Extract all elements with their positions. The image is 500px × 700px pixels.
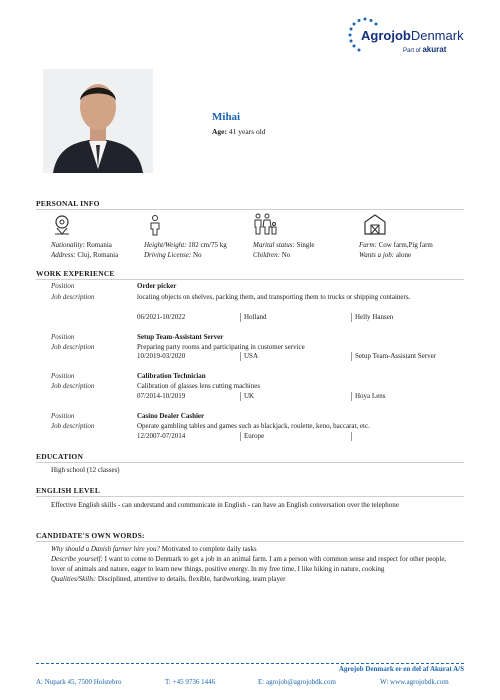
driving-license: Driving License: No [144, 251, 202, 259]
position-label: Position [51, 333, 75, 341]
job-dates: 06/2021-10/2022 [137, 313, 186, 321]
divider [36, 462, 464, 463]
education-text: High school (12 classes) [51, 466, 120, 474]
height-weight: Height/Weight: 182 cm/75 kg [144, 241, 227, 249]
job-description-label: Job description [51, 293, 95, 301]
divider [36, 279, 464, 280]
logo-wordmark: AgrojobDenmark [361, 28, 464, 43]
own-words-q1: Why should a Danish farmer hire you? Motivated to complete daily tasks [51, 545, 257, 553]
personal-info-heading: PERSONAL INFO [36, 199, 100, 208]
divider [36, 209, 464, 210]
person-icon [146, 214, 164, 236]
address: Address: Cluj, Romania [51, 251, 119, 259]
job-description-label: Job description [51, 382, 95, 390]
barn-icon [363, 213, 387, 235]
agrojob-logo [345, 15, 465, 55]
couple-child-icon [253, 213, 277, 235]
footer-divider [36, 663, 464, 664]
candidate-photo [43, 69, 153, 173]
candidate-age: Age: 41 years old [212, 127, 266, 136]
job-country: USA [244, 352, 259, 360]
job-description: Operate gambling tables and games such as blackjack, roulette, keno, baccarat, etc. [137, 422, 370, 430]
divider [240, 432, 241, 441]
job-country: UK [244, 392, 255, 400]
footer-website[interactable]: W: www.agrojobdk.com [380, 678, 449, 686]
job-title: Calibration Technician [137, 372, 206, 380]
job-company: Helly Hansen [355, 313, 394, 321]
marital-status: Marital status: Single [253, 241, 315, 249]
children: Children: No [253, 251, 291, 259]
candidate-name: Mihai [212, 111, 241, 123]
footer-address: A: Nupark 45, 7500 Holstebro [36, 678, 122, 686]
globe-pin-icon [53, 214, 71, 236]
footer-phone: T: +45 9736 1446 [165, 678, 216, 686]
divider [351, 392, 352, 401]
divider [36, 496, 464, 497]
job-description-label: Job description [51, 422, 95, 430]
divider [240, 352, 241, 361]
job-description: Calibration of glasses lens cutting machines [137, 382, 261, 390]
job-title: Casino Dealer Cashier [137, 412, 205, 420]
job-dates: 10/2019-03/2020 [137, 352, 186, 360]
own-words-q2: Describe yourself: I want to come to Denmark to get a job in an animal farm. I am a person with common sense and respect for other people, lover of animals and nature, eager to learn new things, positive energy. In my free time, I like hiking in nature, cooking [51, 555, 447, 573]
job-company: Setup Team-Assistant Server [355, 352, 437, 360]
farm: Farm: Cow farm,Pig farm [359, 241, 433, 249]
own-words-heading: CANDIDATE'S OWN WORDS: [36, 531, 145, 540]
english-level-heading: ENGLISH LEVEL [36, 486, 101, 495]
own-words-q3: Qualities/Skills: Disciplined, attentive to details, flexible, hardworking, team player [51, 575, 286, 583]
job-dates: 07/2014-10/2019 [137, 392, 186, 400]
position-label: Position [51, 412, 75, 420]
job-company: Hoya Lens [355, 392, 386, 400]
english-level-text: Effective English skills - can understand and communicate in English - can have an English conversation over the telephone [51, 501, 399, 509]
divider [351, 313, 352, 322]
divider [240, 313, 241, 322]
position-label: Position [51, 282, 75, 290]
footer-email[interactable]: E: agrojob@agrojobdk.com [258, 678, 336, 686]
divider [240, 392, 241, 401]
job-description-label: Job description [51, 343, 95, 351]
job-dates: 12/2007-07/2014 [137, 432, 186, 440]
wants-job: Wants a job: alone [359, 251, 412, 259]
job-description: Preparing party rooms and participating in customer service [137, 343, 305, 351]
job-title: Order picker [137, 282, 177, 290]
own-words-text [51, 544, 461, 584]
job-title: Setup Team-Assistant Server [137, 333, 224, 341]
divider [351, 432, 352, 441]
education-heading: EDUCATION [36, 452, 84, 461]
job-country: Holland [244, 313, 267, 321]
job-country: Europe [244, 432, 265, 440]
divider [351, 352, 352, 361]
work-experience-heading: WORK EXPERIENCE [36, 269, 115, 278]
divider [36, 541, 464, 542]
position-label: Position [51, 372, 75, 380]
logo-subline: Part of akurat [403, 45, 447, 54]
nationality: Nationality: Romania [51, 241, 112, 249]
job-description: locating objects on shelves, packing them, and transporting them to trucks or shipping containers. [137, 293, 411, 301]
footer-company: Agrojob Denmark er en del af Akurat A/S [338, 665, 464, 673]
